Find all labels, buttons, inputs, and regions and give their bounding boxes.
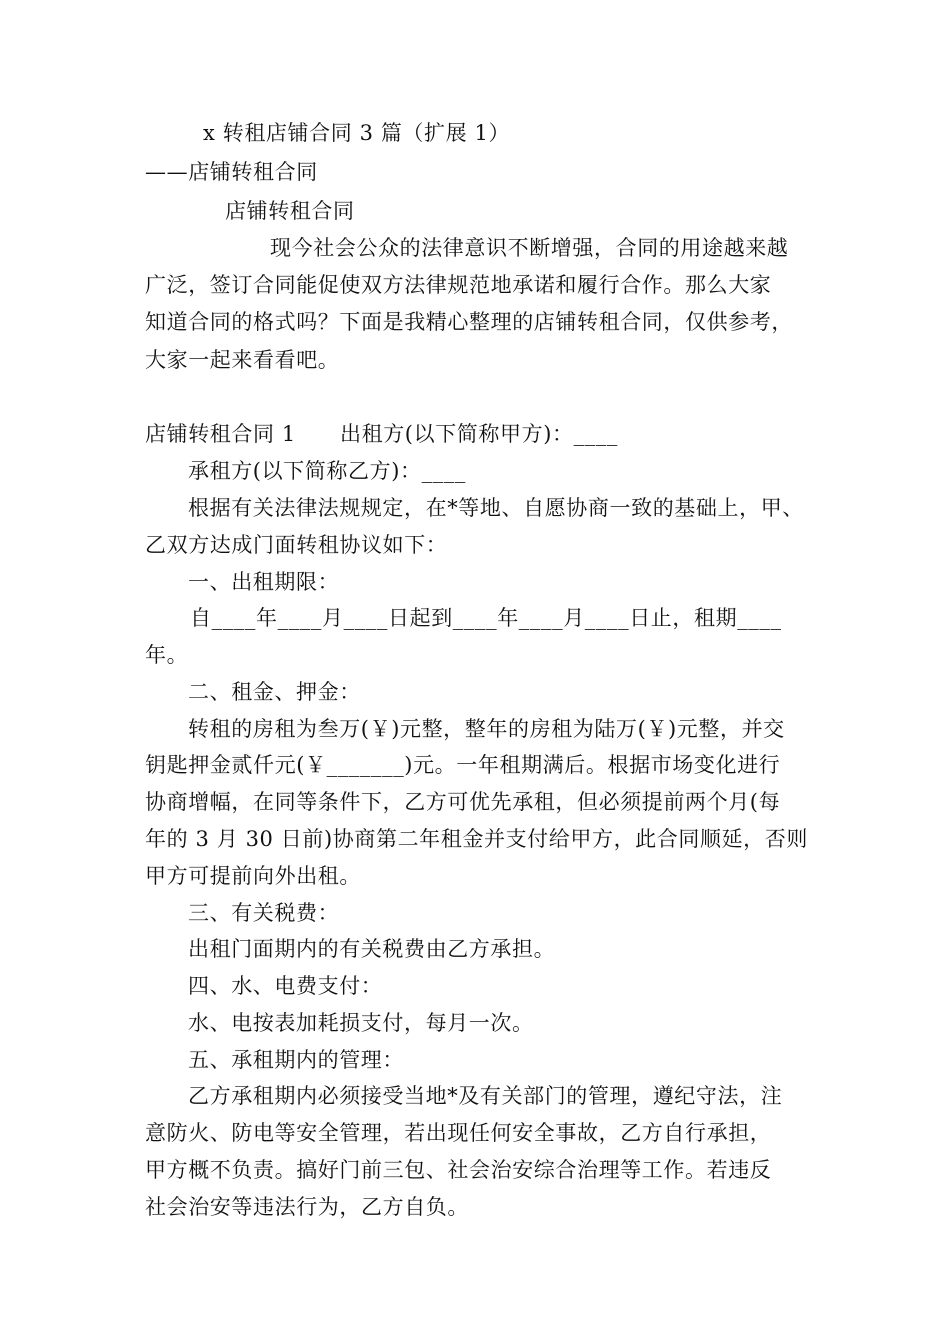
section-text: 水、电按表加耗损支付，每月一次。	[188, 1011, 534, 1035]
lessee-line: 承租方(以下简称乙方)：____	[188, 459, 466, 483]
lessor-line: 出租方(以下简称甲方)：____	[340, 422, 618, 446]
basis-line: 根据有关法律法规规定，在*等地、自愿协商一致的基础上，甲、	[188, 496, 804, 520]
section-text: 自____年____月____日起到____年____月____日止，租期____	[190, 606, 782, 630]
section-text: 乙方承租期内必须接受当地*及有关部门的管理，遵纪守法，注	[188, 1084, 783, 1108]
section-text: 钥匙押金贰仟元(￥_______)元。一年租期满后。根据市场变化进行	[145, 753, 781, 777]
section-heading: 店铺转租合同	[225, 199, 355, 223]
section-text: 年的 3 月 30 日前)协商第二年租金并支付给甲方，此合同顺延，否则	[145, 827, 808, 851]
document-title: x 转租店铺合同 3 篇（扩展 1）	[203, 121, 511, 145]
section-title: 二、租金、押金：	[188, 680, 361, 704]
section-text: 年。	[145, 643, 189, 667]
intro-line: 大家一起来看看吧。	[145, 348, 340, 372]
intro-line: 现今社会公众的法律意识不断增强，合同的用途越来越	[270, 236, 789, 260]
section-text: 协商增幅，在同等条件下，乙方可优先承租，但必须提前两个月(每	[145, 790, 781, 814]
intro-line: 广泛，签订合同能促使双方法律规范地承诺和履行合作。那么大家	[145, 273, 772, 297]
section-title: 一、出租期限：	[188, 570, 340, 594]
intro-line: 知道合同的格式吗？下面是我精心整理的店铺转租合同，仅供参考，	[145, 310, 793, 334]
section-title: 四、水、电费支付：	[188, 974, 383, 998]
section-text: 社会治安等违法行为，乙方自负。	[145, 1195, 469, 1219]
contract-title: 店铺转租合同 1	[145, 422, 296, 446]
section-text: 转租的房租为叁万(￥)元整，整年的房租为陆万(￥)元整，并交	[188, 717, 785, 741]
section-text: 甲方概不负责。搞好门前三包、社会治安综合治理等工作。若违反	[145, 1158, 772, 1182]
section-text: 意防火、防电等安全管理，若出现任何安全事故，乙方自行承担，	[145, 1121, 772, 1145]
section-title: 三、有关税费：	[188, 901, 340, 925]
section-title: 五、承租期内的管理：	[188, 1048, 404, 1072]
basis-line: 乙双方达成门面转租协议如下：	[145, 533, 448, 557]
section-text: 甲方可提前向外出租。	[145, 864, 361, 888]
section-text: 出租门面期内的有关税费由乙方承担。	[188, 937, 556, 961]
document-subtitle: ——店铺转租合同	[145, 160, 318, 184]
